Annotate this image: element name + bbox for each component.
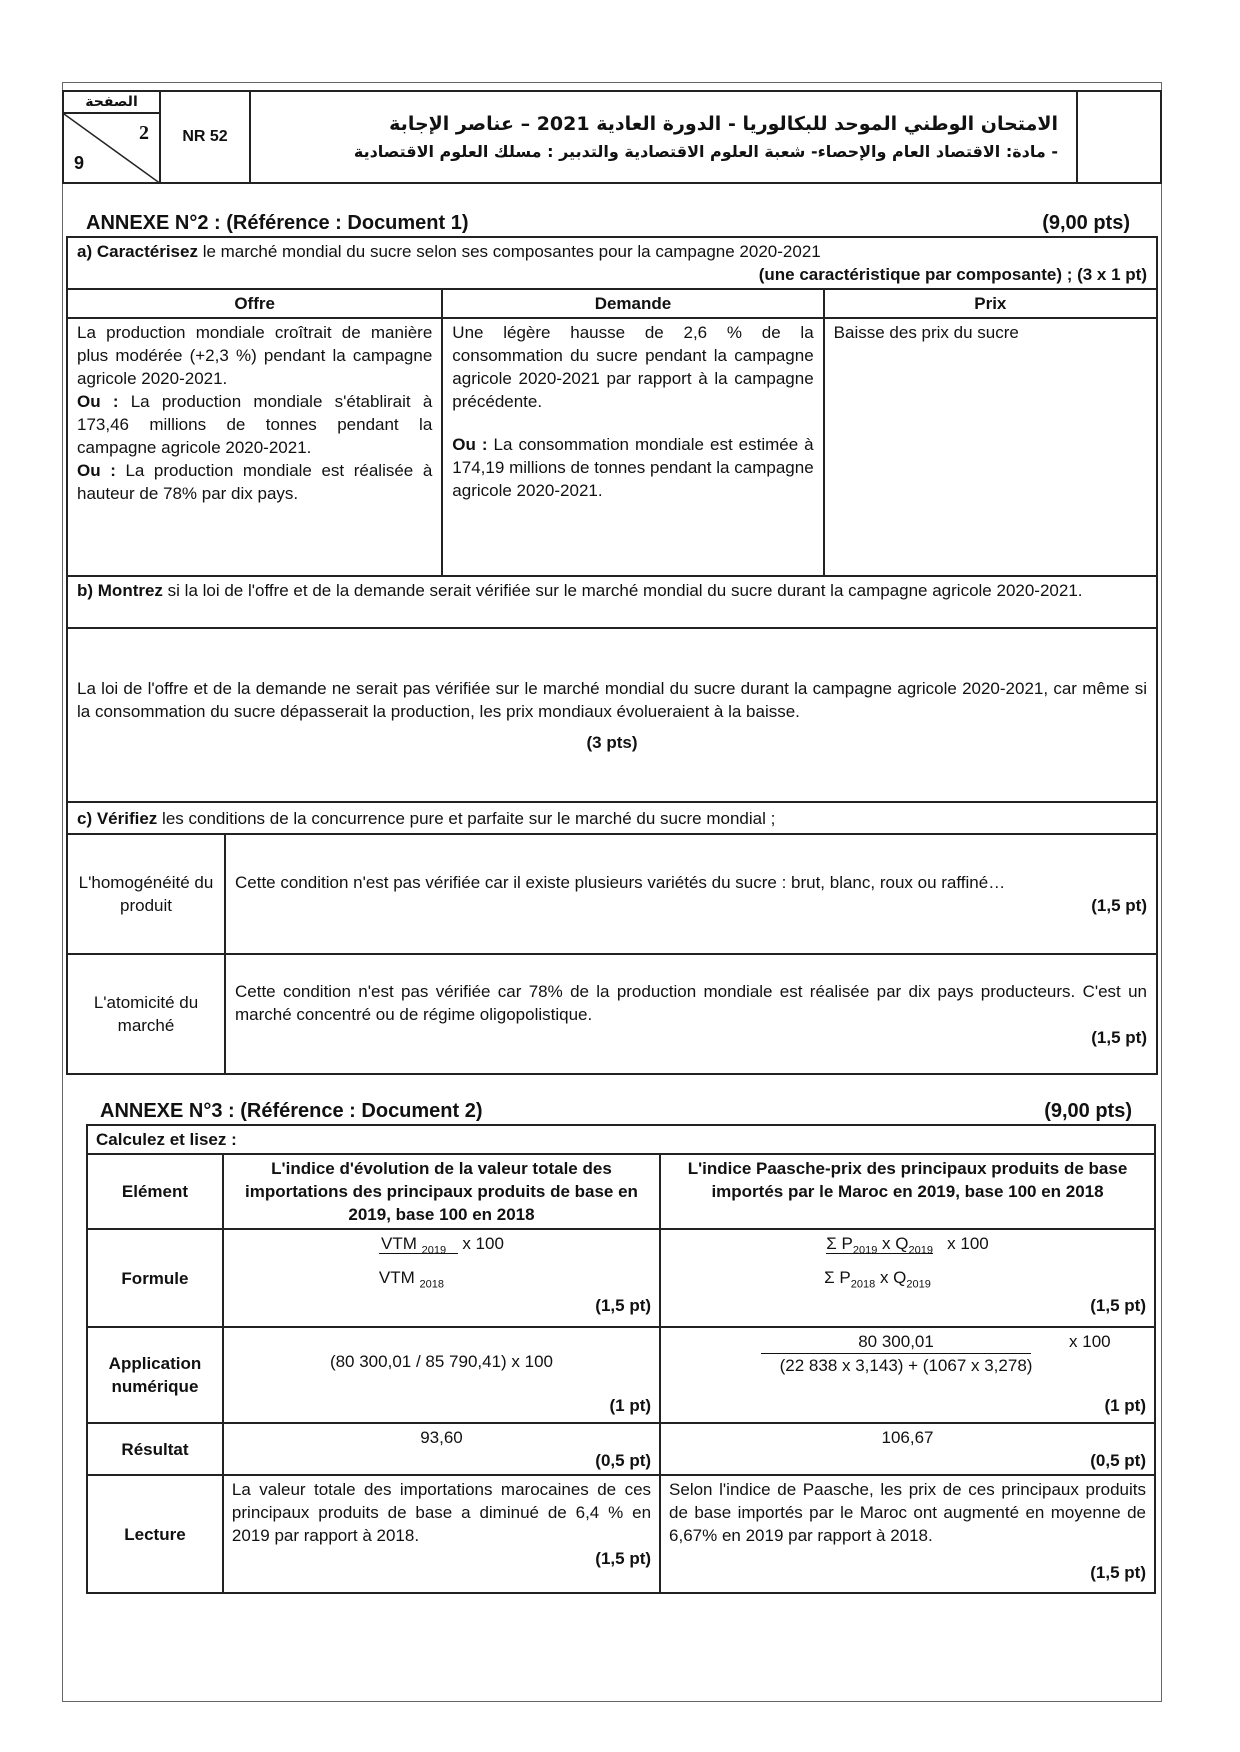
- question-c-text: les conditions de la concurrence pure et parfaite sur le marché du sucre mondial ;: [157, 808, 776, 828]
- question-b-text: si la loi de l'offre et de la demande serait vérifiée sur le marché mondial du sucre durant la campagne agricole 2020-2021.: [162, 581, 1083, 600]
- formula-vtm-num-sub: 2019: [421, 1244, 447, 1257]
- annex3-instruction: Calculez et lisez :: [87, 1125, 1155, 1154]
- annex3-title-bold: ANNEXE N°3 :: [100, 1100, 235, 1122]
- demande-cell: [442, 318, 823, 576]
- application-col2-num: 80 300,01: [761, 1330, 1031, 1354]
- offre-cell: [67, 318, 442, 576]
- offre-ou1: Ou :: [77, 392, 119, 411]
- formule-label: Formule: [87, 1229, 223, 1327]
- formule-col2: [660, 1229, 1155, 1327]
- col-offre: Offre: [67, 289, 442, 318]
- lecture-col1-text: La valeur totale des importations marocaines de ces principaux produits de base a diminué de 6,4 % en 2019 par rapport à 2018.: [231, 1480, 652, 1545]
- annex3-table: [86, 1124, 1156, 1594]
- condition-text: Cette condition n'est pas vérifiée car 78% de la production mondiale est réalisée par dix pays producteurs. C'est un marché concentré ou de régime oligopolistique.: [235, 981, 1147, 1024]
- formula-paasche: [669, 1232, 1146, 1262]
- condition-points: (1,5 pt): [1091, 896, 1147, 915]
- condition-points: (1,5 pt): [1091, 1027, 1147, 1047]
- annex2-title: [86, 212, 469, 235]
- annex2-title-bold: ANNEXE N°2 :: [86, 212, 221, 234]
- condition-text: Cette condition n'est pas vérifiée car il existe plusieurs variétés du sucre : brut, blanc, roux ou raffiné…: [235, 873, 1006, 892]
- resultat-col2: [660, 1423, 1155, 1475]
- col-demande: Demande: [442, 289, 823, 318]
- condition-atomicite-table: [68, 955, 1156, 1073]
- demande-ou: Ou :: [452, 435, 488, 454]
- page-total: 9: [74, 153, 85, 173]
- demande-p1: Une légère hausse de 2,6 % de la consommation du sucre pendant la campagne agricole 2020-2021 par rapport à la campagne précédente.: [452, 323, 814, 411]
- condition-text-cell: [225, 835, 1156, 953]
- fp-den-q-sub: 2019: [906, 1278, 931, 1291]
- formule-col1-points: (1,5 pt): [595, 1296, 652, 1315]
- prix-cell: Baisse des prix du sucre: [824, 318, 1157, 576]
- lecture-col2-points: (1,5 pt): [1090, 1563, 1146, 1582]
- resultat-col1: [223, 1423, 660, 1475]
- page-number: 2: [139, 122, 149, 144]
- lecture-col1-points: (1,5 pt): [595, 1549, 652, 1568]
- condition-homogeneite-table: [68, 835, 1156, 953]
- page-indicator: [63, 91, 160, 183]
- answer-b-points: (3 pts): [586, 732, 638, 752]
- application-label: Application numérique: [87, 1327, 223, 1423]
- offre-p1: La production mondiale croîtrait de manière plus modérée (+2,3 %) pendant la campagne agricole 2020-2021.: [77, 323, 433, 388]
- condition-label: L'homogénéité du produit: [68, 835, 225, 953]
- lecture-col2-text: Selon l'indice de Paasche, les prix de ces principaux produits de base importés par le Maroc ont augmenté en moyenne de 6,67% en 2019 par rapport à 2018.: [669, 1480, 1146, 1545]
- fp-num-p-sub: 2019: [852, 1244, 878, 1257]
- question-c: [67, 802, 1157, 834]
- formula-vtm-num-text: VTM: [381, 1234, 417, 1253]
- formule-col2-points: (1,5 pt): [1090, 1296, 1146, 1315]
- fp-den-p: Σ P: [824, 1268, 851, 1288]
- resultat-col1-value: 93,60: [420, 1428, 463, 1447]
- formula-paasche-den: [669, 1266, 1086, 1296]
- exam-title-line1: الامتحان الوطني الموحد للبكالوريا - الدورة العادية 2021 – عناصر الإجابة: [389, 113, 1058, 135]
- exam-code: NR 52: [160, 91, 250, 183]
- resultat-col2-value: 106,67: [881, 1428, 934, 1447]
- offre-p2: La production mondiale s'établirait à 173,46 millions de tonnes pendant la campagne agricole 2020-2021.: [77, 392, 433, 457]
- resultat-col1-points: (0,5 pt): [595, 1451, 652, 1470]
- question-b: [67, 576, 1157, 628]
- header-element: Elément: [87, 1154, 223, 1229]
- annex3-title-ref: (Référence : Document 2): [240, 1100, 483, 1122]
- question-b-verb: b) Montrez: [77, 581, 163, 600]
- formula-vtm-den-sub: 2018: [419, 1278, 445, 1291]
- formula-vtm-den: [232, 1266, 591, 1296]
- answer-b-text: La loi de l'offre et de la demande ne serait pas vérifiée sur le marché mondial du sucre durant la campagne agricole 2020-2021, car même si la consommation du sucre dépasserait la production, les prix mondiaux évolueraient à la baisse.: [77, 678, 1147, 721]
- lecture-col2: [660, 1475, 1155, 1593]
- col-prix: Prix: [824, 289, 1157, 318]
- lecture-col1: [223, 1475, 660, 1593]
- question-c-verb: c) Vérifiez: [77, 808, 158, 828]
- application-col2: [660, 1327, 1155, 1423]
- annex2-title-ref: (Référence : Document 1): [226, 212, 469, 234]
- lecture-label: Lecture: [87, 1475, 223, 1593]
- fp-num-p: Σ P: [826, 1234, 853, 1253]
- exam-title-line2: - مادة: الاقتصاد العام والإحصاء- شعبة العلوم الاقتصادية والتدبير : مسلك العلوم الاقتصادية: [353, 142, 1058, 161]
- condition-homogeneite: [67, 834, 1157, 954]
- question-a-note: (une caractéristique par composante) ; (3 x 1 pt): [758, 265, 1147, 284]
- offre-ou2: Ou :: [77, 461, 116, 480]
- annex2-table: [66, 236, 1158, 1075]
- header-col2: L'indice Paasche-prix des principaux produits de base importés par le Maroc en 2019, base 100 en 2018: [660, 1154, 1155, 1229]
- formula-vtm-den-text: VTM: [378, 1268, 415, 1288]
- application-col2-mult: x 100: [1069, 1332, 1111, 1351]
- formula-vtm: [232, 1232, 651, 1262]
- answer-b: [67, 628, 1157, 802]
- fp-den-p-sub: 2018: [850, 1278, 876, 1291]
- annex2-points: (9,00 pts): [1042, 212, 1130, 234]
- formule-col1: [223, 1229, 660, 1327]
- application-col1-text: (80 300,01 / 85 790,41) x 100: [329, 1352, 553, 1371]
- application-col2-points: (1 pt): [1104, 1396, 1146, 1415]
- header-col1: L'indice d'évolution de la valeur totale des importations des principaux produits de base en 2019, base 100 en 2018: [223, 1154, 660, 1229]
- fp-num-x: x Q: [877, 1234, 909, 1253]
- exam-title: [250, 91, 1077, 183]
- demande-p2: La consommation mondiale est estimée à 174,19 millions de tonnes pendant la campagne agricole 2020-2021.: [452, 435, 814, 500]
- question-a: [67, 237, 1157, 289]
- resultat-label: Résultat: [87, 1423, 223, 1475]
- formula-mult: x 100: [462, 1234, 504, 1253]
- header-blank-cell: [1077, 91, 1161, 183]
- formula-paasche-mult: x 100: [947, 1234, 989, 1253]
- application-col1: [223, 1327, 660, 1423]
- resultat-col2-points: (0,5 pt): [1090, 1451, 1146, 1470]
- condition-text-cell: [225, 955, 1156, 1073]
- fp-num-q-sub: 2019: [908, 1244, 933, 1257]
- annex3-title: [100, 1100, 483, 1123]
- exam-header: [62, 90, 1162, 184]
- page-label: الصفحة: [64, 92, 159, 114]
- application-col2-den: (22 838 x 3,143) + (1067 x 3,278): [779, 1356, 1033, 1375]
- question-a-verb: a) Caractérisez: [77, 242, 198, 261]
- formula-paasche-num: [826, 1234, 933, 1257]
- application-col1-points: (1 pt): [609, 1396, 652, 1415]
- formula-vtm-num: [379, 1234, 458, 1257]
- offre-p3: La production mondiale est réalisée à hauteur de 78% par dix pays.: [77, 461, 433, 503]
- condition-atomicite: [67, 954, 1157, 1074]
- question-a-text: le marché mondial du sucre selon ses composantes pour la campagne 2020-2021: [197, 242, 821, 261]
- fp-den-x: x Q: [875, 1268, 907, 1288]
- condition-label: L'atomicité du marché: [68, 955, 225, 1073]
- annex3-points: (9,00 pts): [1044, 1100, 1132, 1122]
